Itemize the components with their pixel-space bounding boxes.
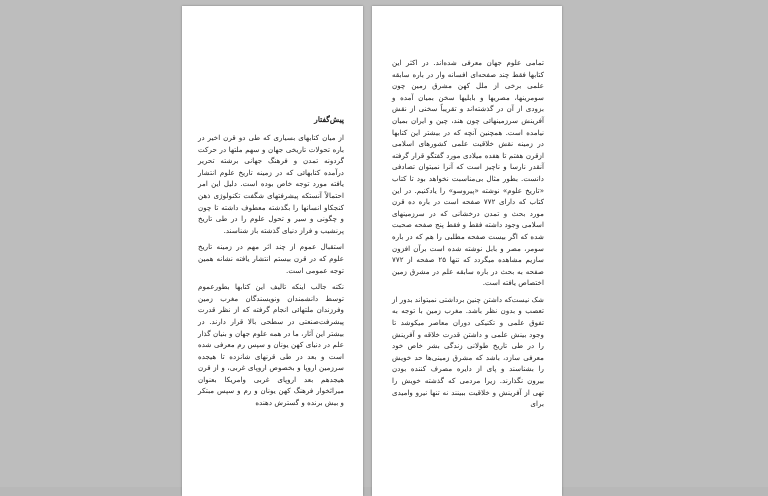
paragraph: نکته جالب اینکه تالیف این کتابها بطورعموم توسط دانشمندان ونویسندگان مغرب زمین وفرزندان ملتهائی انجام گرفته که از نظر قدرت پیشرفت‌صنعتی در سطحی بالا قرار دارند. در بیشتر این آثار، ما در همه علوم جهان و بنیان گذار علم در دنیای کهن یونان و سپس رم معرفی شده است و بعد در طی قرنهای شانزده تا هیجده سرزمین اروپا و بخصوص اروپای غربی، و از قرن هیجدهم بعد اروپای غربی وامریکا بعنوان میراثخوار فرهنگ کهن یونان و رم و سپس مبتکر و بیش برنده و گسترش دهنده: [198, 282, 344, 408]
right-page: [372, 6, 562, 496]
left-page: [182, 6, 363, 496]
page-heading: پیش‌گفتار: [314, 115, 344, 124]
paragraph: استقبال عموم از چند اثر مهم در زمینه تاریخ علوم که در قرن بیستم انتشار یافته نشانه همین توجه عمومی است.: [198, 242, 344, 275]
right-page-text: [392, 57, 544, 415]
paragraph: شک نیست‌که داشتن چنین برداشتی نمیتواند بدور از تعصب و بدون نظر باشد. مغرب زمین با توجه به تفوق علمی و تکنیکی دوران معاصر میکوشد تا وجود بینش علمی و داشتن قدرت خلاقه و آفرینش را در طی تاریخ طولانی زندگی بشر خاص خود معرفی سازد، باشد که مشرق زمینی‌ها حد خویش را بشناسند و پای از دایره مصرف کننده بودن بیرون نگذارند. زیرا مردمی که گذشته خویش را تهی از آفرینش و خلاقیت ببینند نه تنها نیرو وامیدی برای: [392, 294, 544, 409]
paragraph: از میان کتابهای بسیاری که طی دو قرن اخیر در باره تحولات تاریخی جهان و سهم ملتها در حرکت گردونه تمدن و فرهنگ جهانی برشته تحریر درآمده کتابهائی که در زمینه تاریخ علوم انتشار یافته مورد توجه خاص بوده است. دلیل این امر احتمالاً آنستکه پیشرفتهای شگفت تکنولوژی ذهن کنجکاو انسانها را بگذشته معطوف داشته تا چون و چگونی و سیر و تحول علوم را در طی تاریخ پرنشیب و فراز دنیای گذشته باز شناسند.: [198, 133, 344, 235]
left-page-text: [198, 114, 344, 414]
paragraph: تمامی علوم جهان معرفی شده‌اند. در اکثر این کتابها فقط چند صفحه‌ای افسانه وار در باره سابقه علمی برخی از ملل کهن مشرق زمین چون سومرینها، مصریها و بابلیها سخن بمیان آمده و بزودی از آن در گذشته‌اند و تقریباً سخنی از نقش آفرینش سرزمینهائی چون هند، چین و ایران بمیان نیامده است. همچنین آنچه که در بیشتر این کتابها در زمینه نقش خلاقیت علمی کشورهای اسلامی ازقرن هفتم تا هفده میلادی مورد گفتگو قرار گرفته آنقدر نارسا و ناچیز است که آنرا نمیتوان تصادفی دانست. بطور مثال بی‌مناسبت نخواهد بود تا کتاب «تاریخ علوم» نوشته «پیروسو» را یادکنیم. در این کتاب که دارای ۷۷۲ صفحه است در باره ده قرن مورد بحث و تمدن درخشانی که در سرزمینهای اسلامی وجود داشته فقط و فقط پنج صفحه صحبت شده که اگر بیست صفحه مطلبی را هم که در باره سومر، مصر و بابل نوشته شده است برآن افزون سازیم مشاهده میگردد که تنها ۲۵ صفحه از ۷۷۲ صفحه به بحث در باره سابقه علم در مشرق زمین اختصاص یافته است.: [392, 58, 545, 288]
